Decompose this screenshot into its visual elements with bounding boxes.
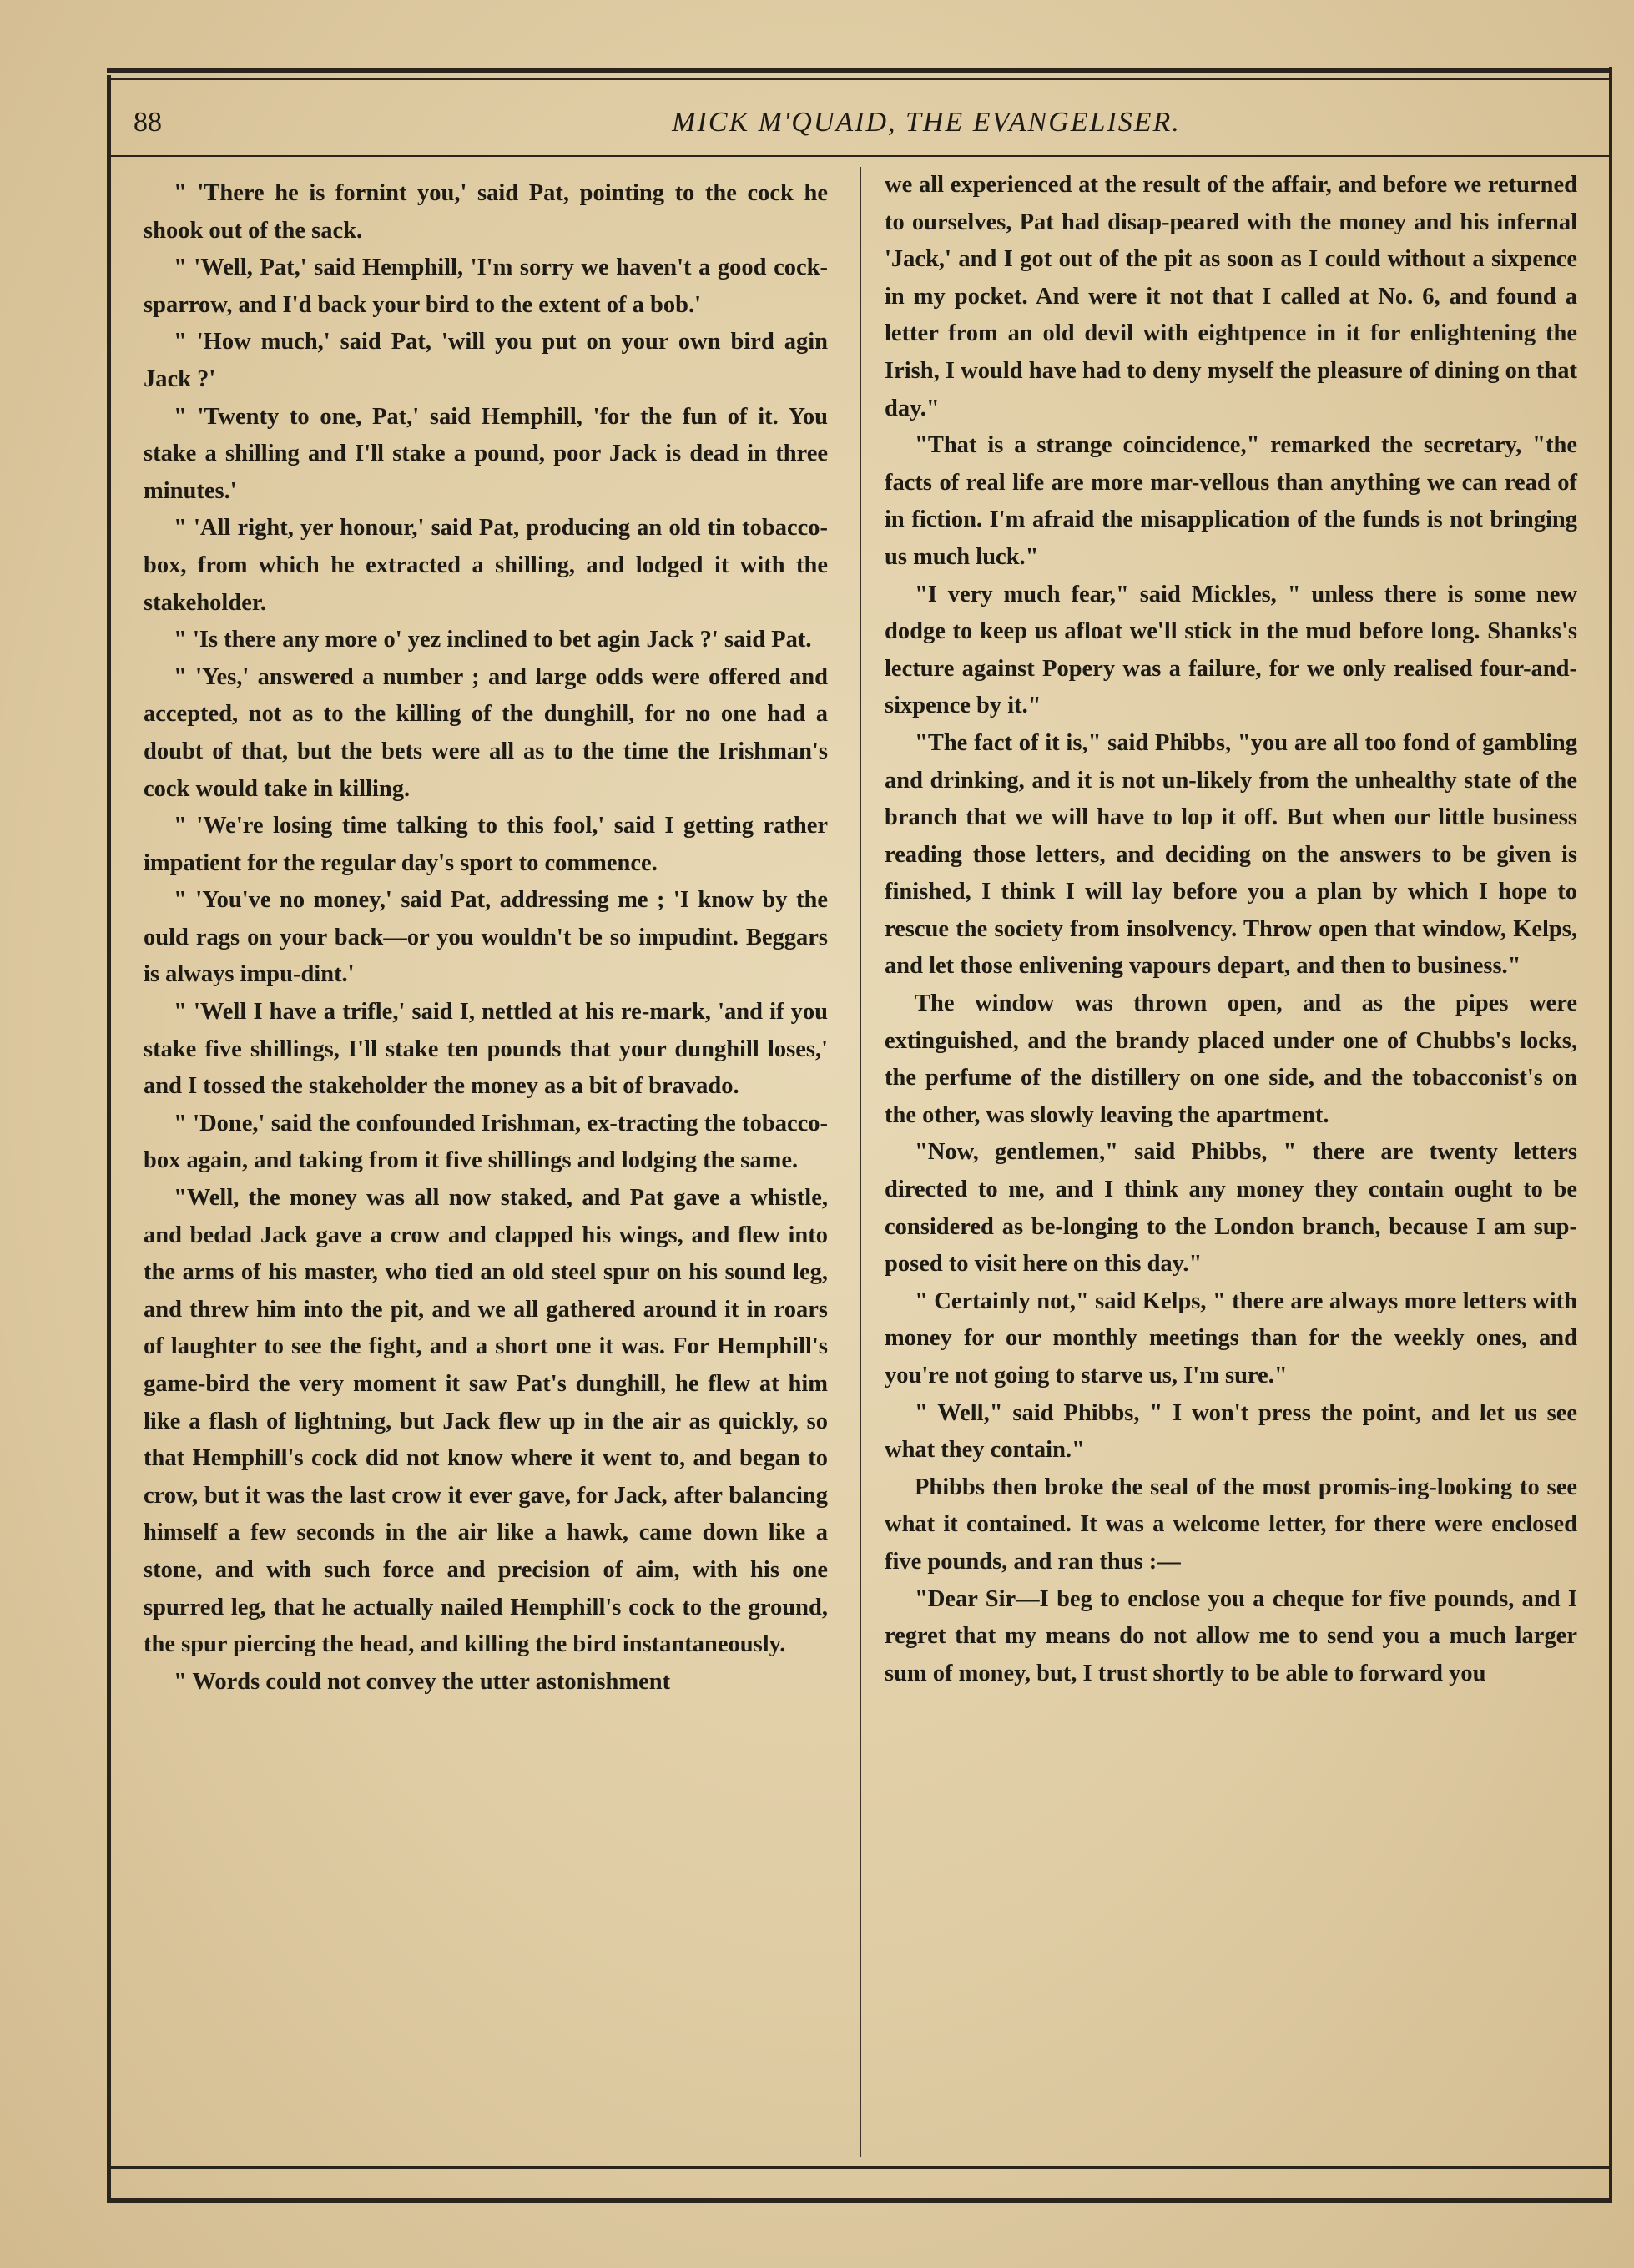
letter-paragraph: "Dear Sir—I beg to enclose you a cheque for five pounds, and I regret that my means do not allow me to send you a much larger sum of money, but, I trust shortly to be able to forward you: [885, 1585, 1577, 1686]
column-divider: [860, 167, 861, 2157]
paragraph: " 'Is there any more o' yez inclined to bet agin Jack ?' said Pat.: [174, 627, 812, 653]
bottom-border-rule: [107, 2166, 1612, 2169]
paragraph: "I very much fear," said Mickles, " unless there is some new dodge to keep us afloat we'll stick in the mud before long. Shanks's lecture against Popery was a failure, for we only realised four-and-sixpence by it.": [885, 581, 1577, 719]
page-number: 88: [134, 107, 162, 138]
bottom-border-thick-rule: [107, 2198, 1612, 2203]
paragraph: "That is a strange coincidence," remarked the secretary, "the facts of real life are more mar-vellous than anything we can read of in fiction. I'm afraid the misapplication of the funds is not bringing us much luck.": [885, 432, 1577, 570]
paragraph: " 'You've no money,' said Pat, addressing me ; 'I know by the ould rags on your back—or you wouldn't be so impudint. Beggars is always impu-dint.': [144, 887, 828, 988]
right-border-rule: [1609, 67, 1612, 2203]
paragraph: "Now, gentlemen," said Phibbs, " there are twenty letters directed to me, and I think any money they contain ought to be considered as be-longing to the London branch, because I am sup-posed to visit here on this day.": [885, 1139, 1577, 1278]
paragraph: " 'Yes,' answered a number ; and large odds were offered and accepted, not as to the killing of the dunghill, for no one had a doubt of that, but the bets were all as to the time the Irishman's cock would take in killing.: [144, 663, 828, 802]
top-border-thin-rule: [107, 78, 1612, 80]
paragraph: "Well, the money was all now staked, and Pat gave a whistle, and bedad Jack gave a crow and clapped his wings, and flew into the arms of his master, who tied an old steel spur on his sound leg, and threw him into the pit, and we all gathered around it in roars of laughter to see the fight, and a short one it was. For Hemphill's game-bird the very moment it saw Pat's dunghill, he flew at him like a flash of lightning, but Jack flew up in the air as quickly, so that Hemphill's cock did not know where it went to, and began to crow, but it was the last crow it ever gave, for Jack, after balancing himself a few seconds in the air like a hawk, came down like a stone, and with such force and precision of aim, with his one spurred leg, that he actually nailed Hemphill's cock to the ground, the spur piercing the head, and killing the bird instantaneously.: [144, 1185, 828, 1658]
paragraph: " 'There he is fornint you,' said Pat, pointing to the cock he shook out of the sack.: [144, 180, 828, 244]
paragraph: " 'Done,' said the confounded Irishman, ex-tracting the tobacco-box again, and taking from it five shillings and lodging the same.: [144, 1110, 828, 1174]
paragraph: The window was thrown open, and as the pipes were extinguished, and the brandy placed under one of Chubbs's locks, the perfume of the distillery on one side, and the tobacconist's on the other, was slowly leaving the apartment.: [885, 990, 1577, 1128]
paragraph: " 'How much,' said Pat, 'will you put on your own bird agin Jack ?': [144, 329, 828, 392]
paragraph: " 'Twenty to one, Pat,' said Hemphill, 'for the fun of it. You stake a shilling and I'll stake a pound, poor Jack is dead in three minutes.': [144, 403, 828, 504]
paragraph: " 'Well I have a trifle,' said I, nettled at his re-mark, 'and if you stake five shillings, I'll stake ten pounds that your dunghill loses,' and I tossed the stakeholder the money as a bit of bravado.: [144, 999, 828, 1100]
paragraph: we all experienced at the result of the affair, and before we returned to ourselves, Pat had disap-peared with the money and his infernal 'Jack,' and I got out of the pit as soon as I could without a sixpence in my pocket. And were it not that I called at No. 6, and found a letter from an old devil with eightpence in it for enlightening the Irish, I would have had to deny myself the pleasure of dining on that day.": [885, 172, 1577, 421]
left-column: [144, 175, 828, 1701]
left-border-rule: [107, 75, 111, 2203]
paragraph: " Certainly not," said Kelps, " there are always more letters with money for our monthly meetings than for the weekly ones, and you're not going to starve us, I'm sure.": [885, 1288, 1577, 1389]
top-border-rule: [107, 68, 1612, 73]
running-title: MICK M'QUAID, THE EVANGELISER.: [672, 107, 1181, 138]
paragraph: " Words could not convey the utter astonishment: [174, 1668, 671, 1695]
page-header: [134, 107, 1586, 157]
paragraph: " Well," said Phibbs, " I won't press the point, and let us see what they contain.": [885, 1399, 1577, 1464]
paragraph: "The fact of it is," said Phibbs, "you are all too fond of gambling and drinking, and it is not un-likely from the unhealthy state of the branch that we will have to lop it off. But when our little business reading those letters, and deciding on the answers to be given is finished, I think I will lay before you a plan by which I hope to rescue the society from insolvency. Throw open that window, Kelps, and let those enlivening vapours depart, and then to business.": [885, 729, 1577, 980]
paragraph: " 'All right, yer honour,' said Pat, producing an old tin tobacco-box, from which he extracted a shilling, and lodged it with the stakeholder.: [144, 515, 828, 616]
paragraph: Phibbs then broke the seal of the most promis-ing-looking to see what it contained. It was a welcome letter, for there were enclosed five pounds, and ran thus :—: [885, 1474, 1577, 1575]
right-column: [885, 167, 1577, 1692]
paragraph: " 'Well, Pat,' said Hemphill, 'I'm sorry we haven't a good cock-sparrow, and I'd back your bird to the extent of a bob.': [144, 255, 828, 318]
paragraph: " 'We're losing time talking to this fool,' said I getting rather impatient for the regular day's sport to commence.: [144, 813, 828, 876]
